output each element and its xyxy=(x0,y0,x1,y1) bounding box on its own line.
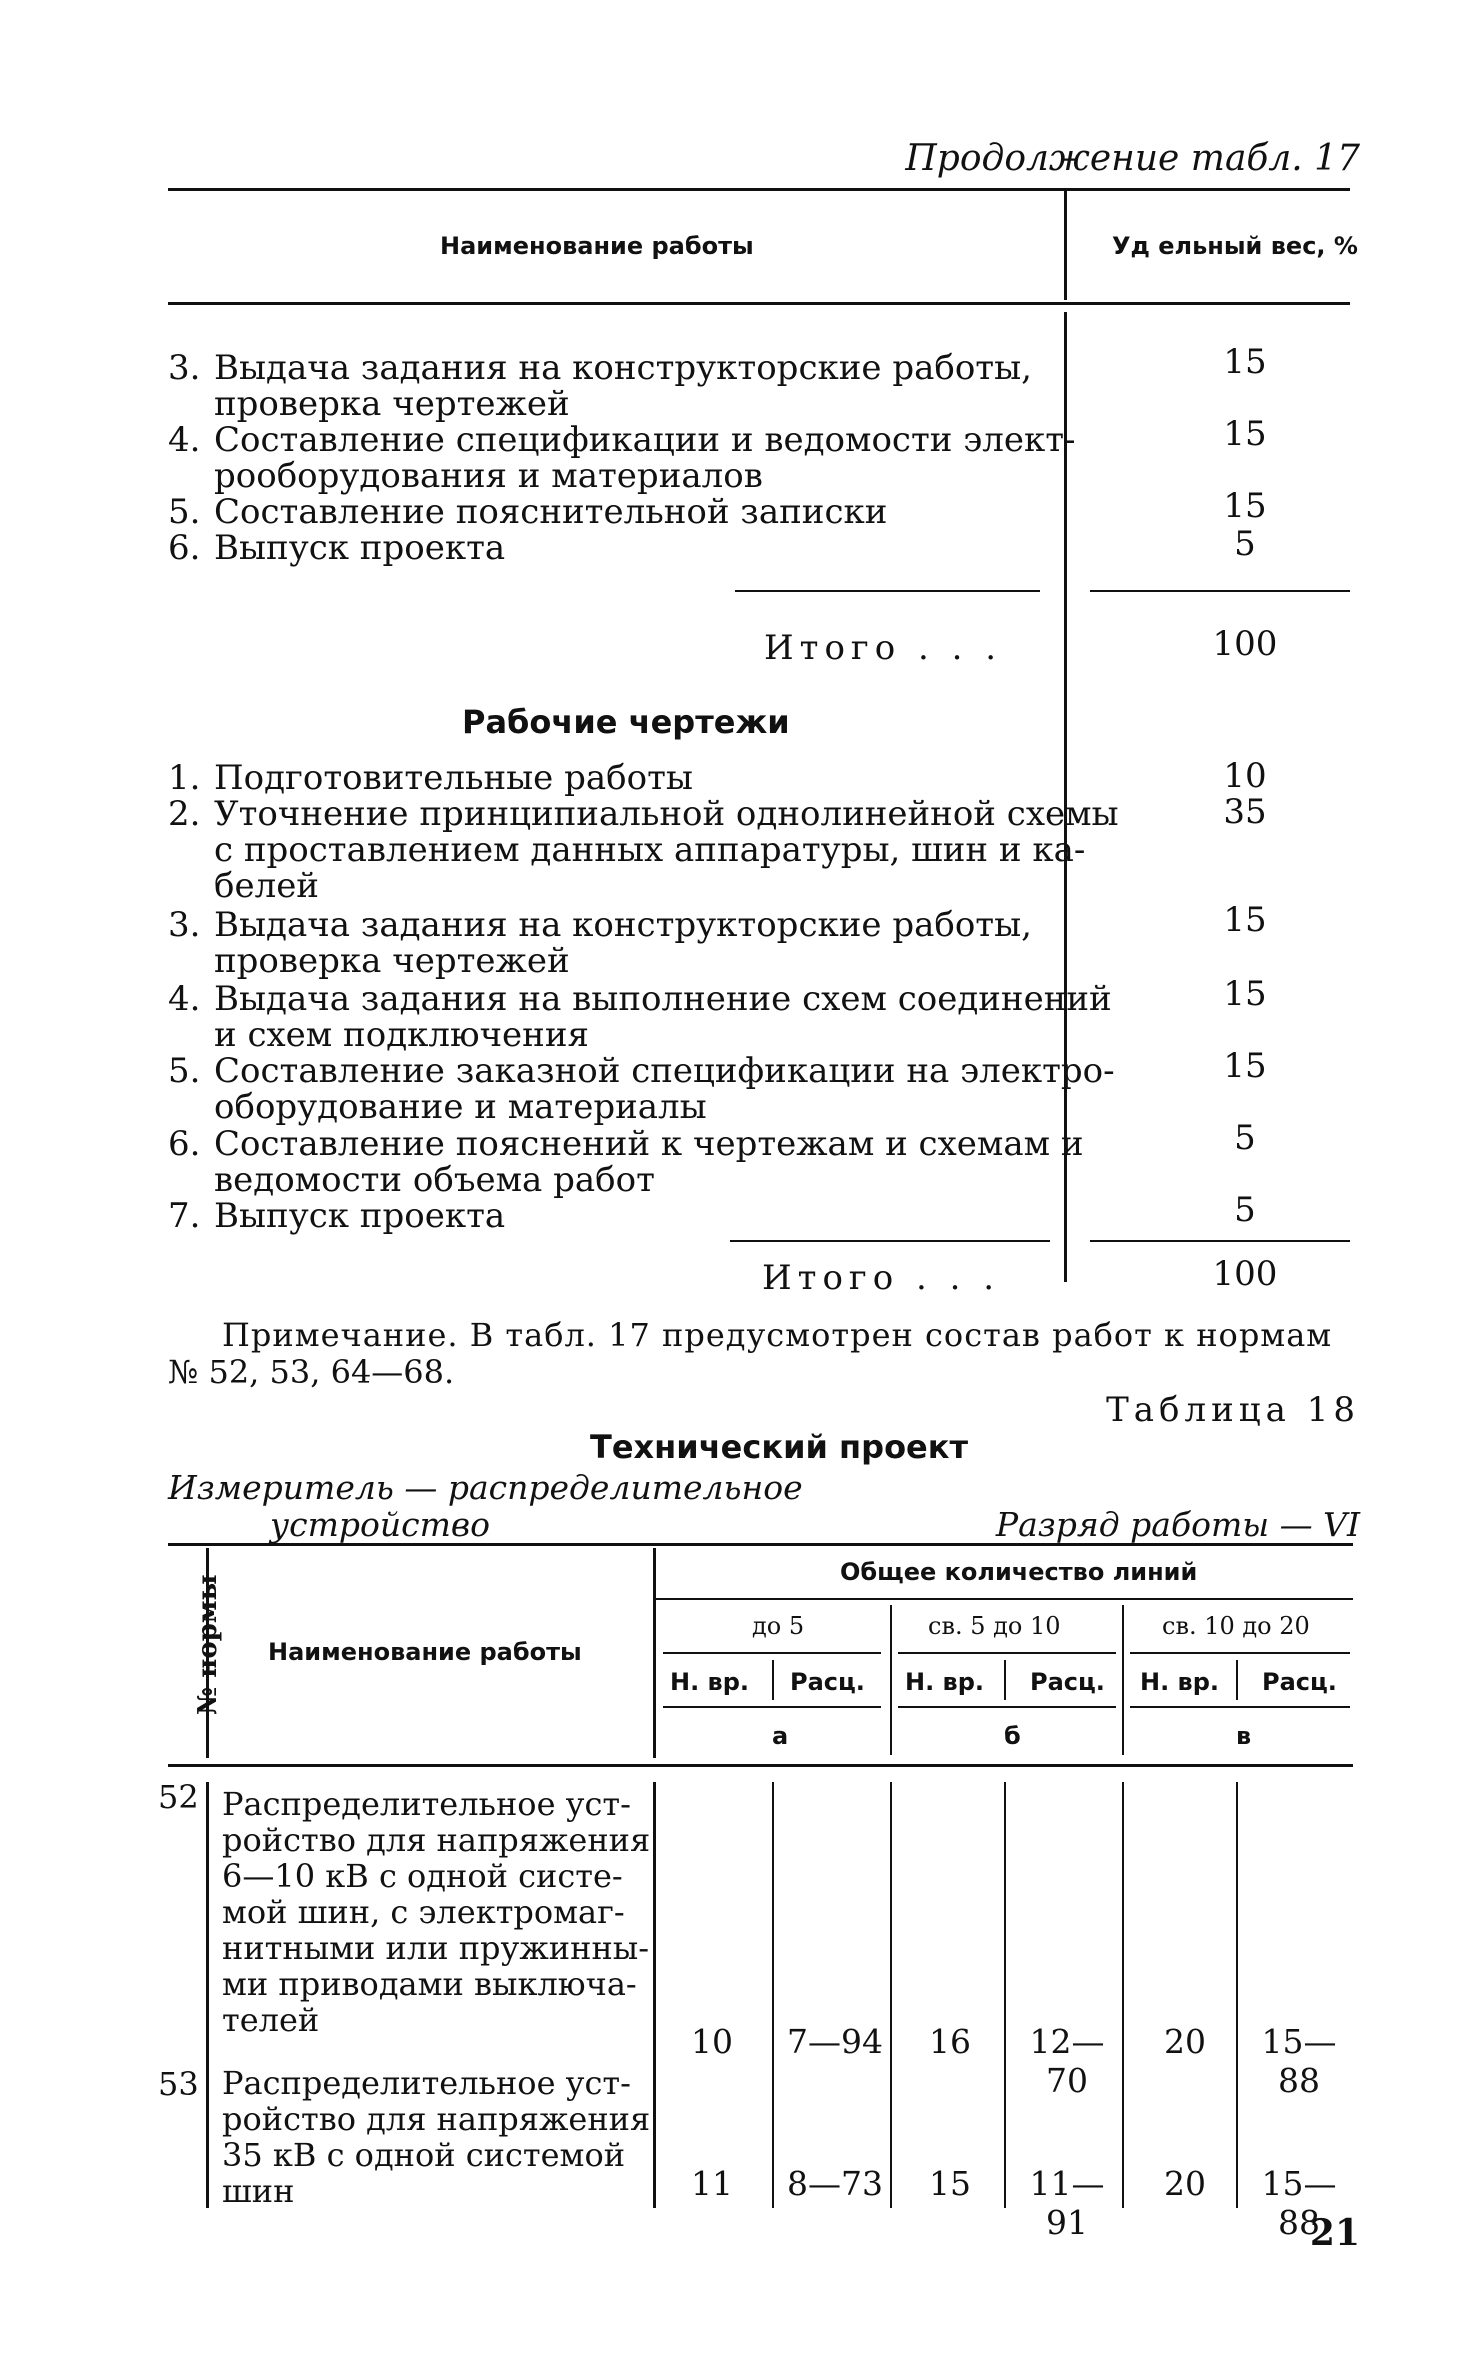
sub-rule xyxy=(898,1706,1116,1708)
norm-value: 20 xyxy=(1164,2022,1206,2061)
sub-divider xyxy=(1004,1660,1006,1700)
sub-nvr: Н. вр. xyxy=(905,1668,985,1696)
total-label: Итого . . . xyxy=(762,1258,1001,1298)
norm-value: 16 xyxy=(929,2022,971,2061)
list-item: 4. Выдача задания на выполнение схем соединений и схем подключения xyxy=(168,979,1112,1055)
norm-value: 15 xyxy=(929,2164,971,2203)
range-label: св. 10 до 20 xyxy=(1162,1612,1310,1640)
weight-value: 15 xyxy=(1223,974,1267,1014)
subtotal-rule xyxy=(1090,1240,1350,1242)
list-item: 7. Выпуск проекта xyxy=(168,1196,506,1236)
col-group: Общее количество линий xyxy=(840,1558,1198,1586)
rate-value: 15—88 xyxy=(1261,2022,1337,2100)
norm-number: 53 xyxy=(158,2065,199,2103)
weight-value: 15 xyxy=(1223,342,1267,382)
list-item: 5. Составление заказной спецификации на электро- оборудование и материалы xyxy=(168,1051,1115,1127)
table17-col-name: Наименование работы xyxy=(440,232,754,260)
rate-value: 12—70 xyxy=(1029,2022,1105,2100)
list-item: 4. Составление спецификации и ведомости элект- рооборудования и материалов xyxy=(168,420,1076,496)
total-value: 100 xyxy=(1212,1254,1278,1294)
col-norm-number: № нормы xyxy=(193,1574,223,1715)
work-grade: Разряд работы — VI xyxy=(995,1505,1360,1544)
table-label: Таблица 18 xyxy=(1106,1390,1360,1430)
table-row: Распределительное уст- ройство для напряжения 6—10 кВ с одной систе- мой шин, с электромаг- нитными или пружинны- ми приводами выключа- телей xyxy=(222,1785,651,2039)
sub-rule xyxy=(663,1652,881,1654)
subtotal-rule xyxy=(730,1240,1050,1242)
weight-value: 35 xyxy=(1223,792,1267,832)
table18-top-rule xyxy=(168,1543,1353,1546)
weight-value: 15 xyxy=(1223,1046,1267,1086)
continuation-caption: Продолжение табл. 17 xyxy=(905,138,1360,179)
sub-divider xyxy=(1236,1660,1238,1700)
col-divider xyxy=(890,1605,892,1755)
table-row: Распределительное уст- ройство для напряжения 35 кВ с одной системой шин xyxy=(222,2064,651,2210)
sub-rasc: Расц. xyxy=(1262,1668,1337,1696)
table18-header-rule xyxy=(168,1764,1353,1767)
sub-nvr: Н. вр. xyxy=(1140,1668,1220,1696)
norm-value: 11 xyxy=(691,2164,733,2203)
norm-value: 10 xyxy=(691,2022,733,2061)
table17-col-weight: Уд ельный вес, % xyxy=(1112,232,1358,260)
list-item: 5. Составление пояснительной записки xyxy=(168,492,888,532)
note-line-1: Примечание. В табл. 17 предусмотрен состав работ к нормам xyxy=(222,1316,1333,1354)
range-label: св. 5 до 10 xyxy=(928,1612,1061,1640)
sub-rasc: Расц. xyxy=(1030,1668,1105,1696)
subtotal-rule xyxy=(735,590,1040,592)
total-value: 100 xyxy=(1212,624,1278,664)
norm-value: 20 xyxy=(1164,2164,1206,2203)
sub-rule xyxy=(898,1652,1116,1654)
norm-number: 52 xyxy=(158,1778,199,1816)
table17-top-rule xyxy=(168,188,1350,191)
meter-line-1: Измеритель — распределительное xyxy=(168,1468,803,1507)
sub-divider xyxy=(772,1660,774,1700)
note-line-2: № 52, 53, 64—68. xyxy=(168,1353,455,1391)
col-divider xyxy=(1122,1605,1124,1755)
list-item: 6. Выпуск проекта xyxy=(168,528,506,568)
sub-rule xyxy=(1130,1652,1350,1654)
weight-value: 5 xyxy=(1234,1190,1256,1230)
rate-value: 11—91 xyxy=(1029,2164,1105,2242)
rate-value: 15—88 xyxy=(1261,2164,1337,2242)
table18-col-name: Наименование работы xyxy=(268,1638,582,1666)
list-item: 6. Составление пояснений к чертежам и схемам и ведомости объема работ xyxy=(168,1124,1084,1200)
col-divider xyxy=(1004,1782,1006,2208)
sub-nvr: Н. вр. xyxy=(670,1668,750,1696)
sub-rule xyxy=(663,1706,881,1708)
col-divider xyxy=(653,1548,656,1758)
list-item: 2. Уточнение принципиальной однолинейной схемы с проставлением данных аппаратуры, шин и ка- белей xyxy=(168,794,1119,906)
col-divider xyxy=(772,1782,774,2208)
col-divider xyxy=(890,1782,892,2208)
range-label: до 5 xyxy=(752,1612,805,1640)
total-label: Итого . . . xyxy=(764,628,1003,668)
subtotal-rule xyxy=(1090,590,1350,592)
group-rule xyxy=(655,1598,1353,1600)
table-title: Технический проект xyxy=(590,1428,969,1466)
weight-value: 5 xyxy=(1234,1118,1256,1158)
table17-header-divider xyxy=(1064,190,1067,300)
col-letter: б xyxy=(1004,1722,1021,1750)
weight-value: 15 xyxy=(1223,414,1267,454)
sub-rasc: Расц. xyxy=(790,1668,865,1696)
rate-value: 7—94 xyxy=(787,2022,883,2061)
list-item: 3. Выдача задания на конструкторские работы, проверка чертежей xyxy=(168,905,1032,981)
col-letter: а xyxy=(772,1722,789,1750)
rate-value: 8—73 xyxy=(787,2164,883,2203)
col-letter: в xyxy=(1236,1722,1252,1750)
col-divider xyxy=(206,1782,209,2208)
weight-value: 10 xyxy=(1223,756,1267,796)
list-item: 3. Выдача задания на конструкторские работы, проверка чертежей xyxy=(168,348,1032,424)
weight-value: 15 xyxy=(1223,486,1267,526)
col-divider xyxy=(653,1782,656,2208)
weight-value: 5 xyxy=(1234,524,1256,564)
meter-line-2: устройство xyxy=(270,1505,491,1544)
weight-value: 15 xyxy=(1223,900,1267,940)
sub-rule xyxy=(1130,1706,1350,1708)
table17-header-rule xyxy=(168,302,1350,305)
section-title: Рабочие чертежи xyxy=(462,703,790,741)
col-divider xyxy=(1236,1782,1238,2208)
page-number: 21 xyxy=(1309,2212,1360,2254)
col-divider xyxy=(1122,1782,1124,2208)
list-item: 1. Подготовительные работы xyxy=(168,758,693,798)
